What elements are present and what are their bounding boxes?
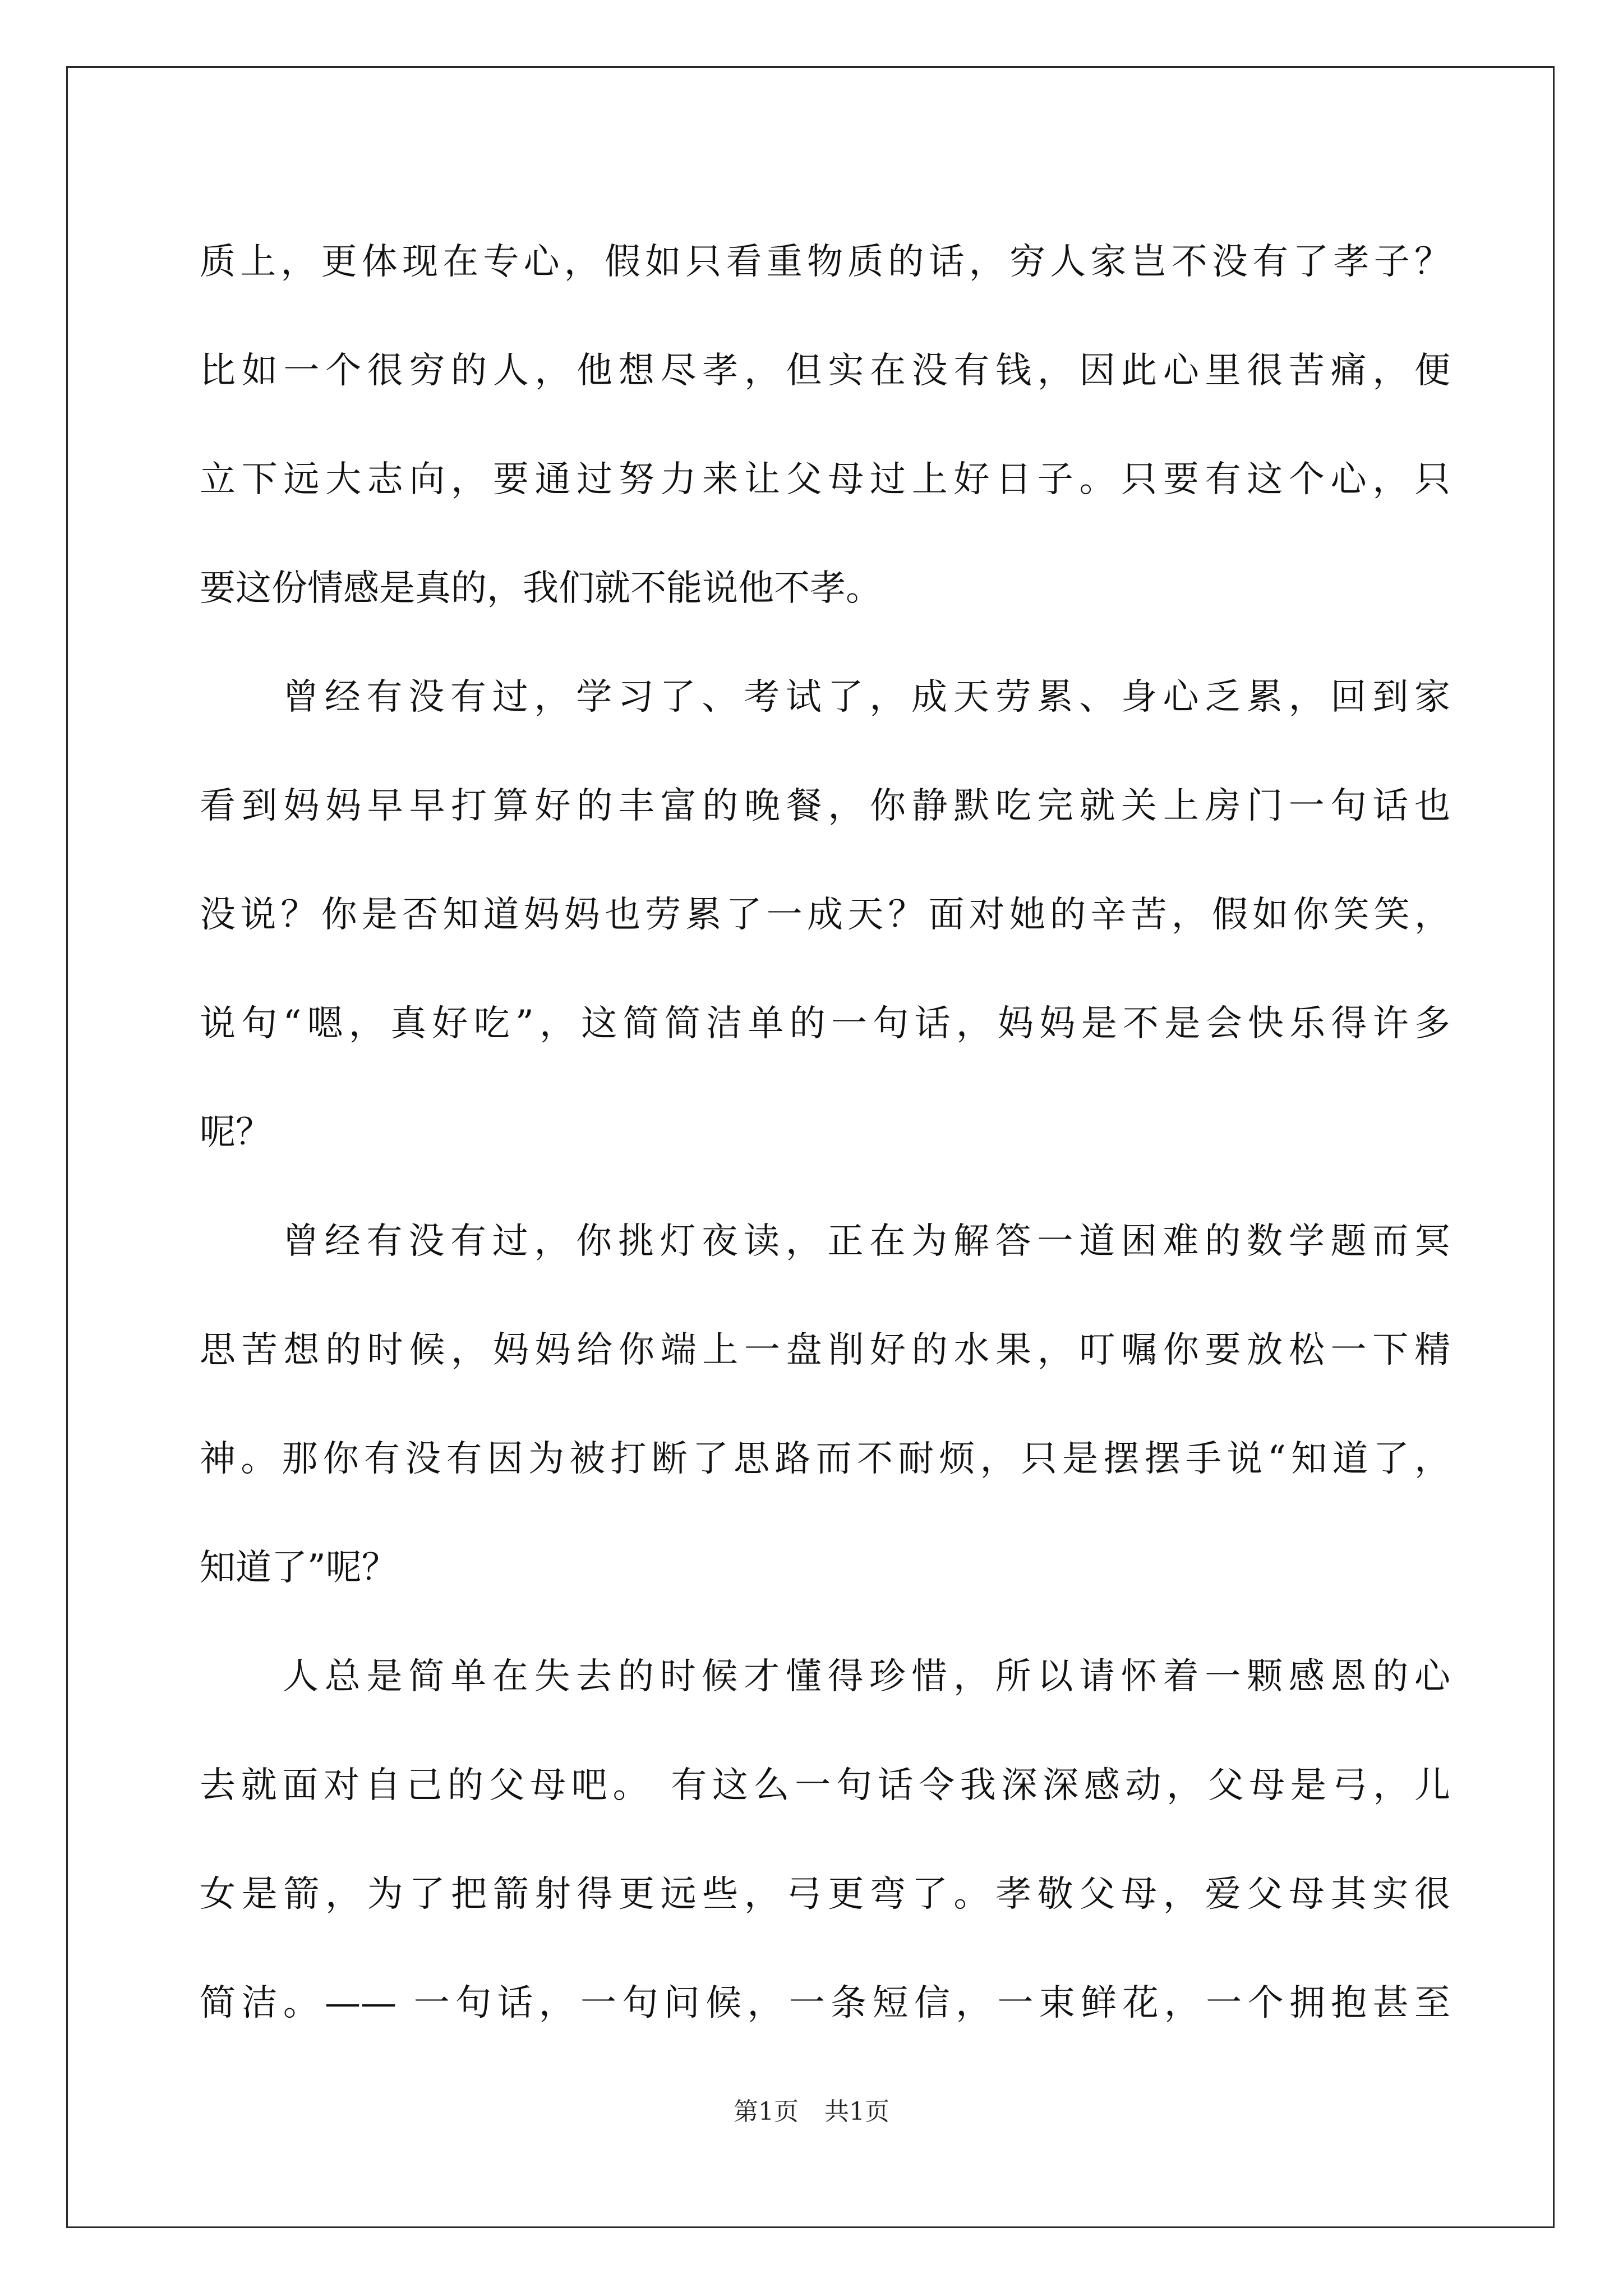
text-line: 没说？你是否知道妈妈也劳累了一成天？面对她的辛苦，假如你笑笑， (200, 894, 1450, 936)
paragraph-first-line: 曾经有没有过，你挑灯夜读，正在为解答一道困难的数学题而冥 (283, 1221, 1450, 1262)
text-line: 说句“嗯，真好吃”，这简简洁单的一句话，妈妈是不是会快乐得许多 (200, 1003, 1450, 1045)
text-line: 神。那你有没有因为被打断了思路而不耐烦，只是摆摆手说“知道了， (200, 1438, 1450, 1480)
page-number-total: 共1页 (824, 2097, 889, 2126)
paragraph-first-line: 人总是简单在失去的时候才懂得珍惜，所以请怀着一颗感恩的心 (283, 1656, 1450, 1697)
text-line: 去就面对自己的父母吧。 有这么一句话令我深深感动，父母是弓，儿 (200, 1765, 1450, 1806)
text-line: 看到妈妈早早打算好的丰富的晚餐，你静默吃完就关上房门一句话也 (200, 785, 1450, 827)
text-line: 质上，更体现在专心，假如只看重物质的话，穷人家岂不没有了孝子？ (200, 241, 1450, 283)
text-line: 比如一个很穷的人，他想尽孝，但实在没有钱，因此心里很苦痛，便 (200, 350, 1450, 392)
text-line: 要这份情感是真的，我们就不能说他不孝。 (200, 568, 882, 609)
text-line: 思苦想的时候，妈妈给你端上一盘削好的水果，叮嘱你要放松一下精 (200, 1329, 1450, 1371)
text-line: 女是箭，为了把箭射得更远些，弓更弯了。孝敬父母，爱父母其实很 (200, 1874, 1450, 1915)
text-line: 知道了”呢？ (200, 1547, 398, 1589)
document-body (200, 208, 1450, 2058)
paragraph-first-line: 曾经有没有过，学习了、考试了，成天劳累、身心乏累，回到家 (283, 677, 1450, 718)
text-line: 呢？ (200, 1112, 271, 1153)
page-number-current: 第1页 (734, 2097, 799, 2126)
page-footer (0, 2091, 1623, 2127)
text-line: 简洁。—— 一句话，一句问候，一条短信，一束鲜花，一个拥抱甚至 (200, 1982, 1450, 2024)
text-line: 立下远大志向，要通过努力来让父母过上好日子。只要有这个心，只 (200, 459, 1450, 500)
